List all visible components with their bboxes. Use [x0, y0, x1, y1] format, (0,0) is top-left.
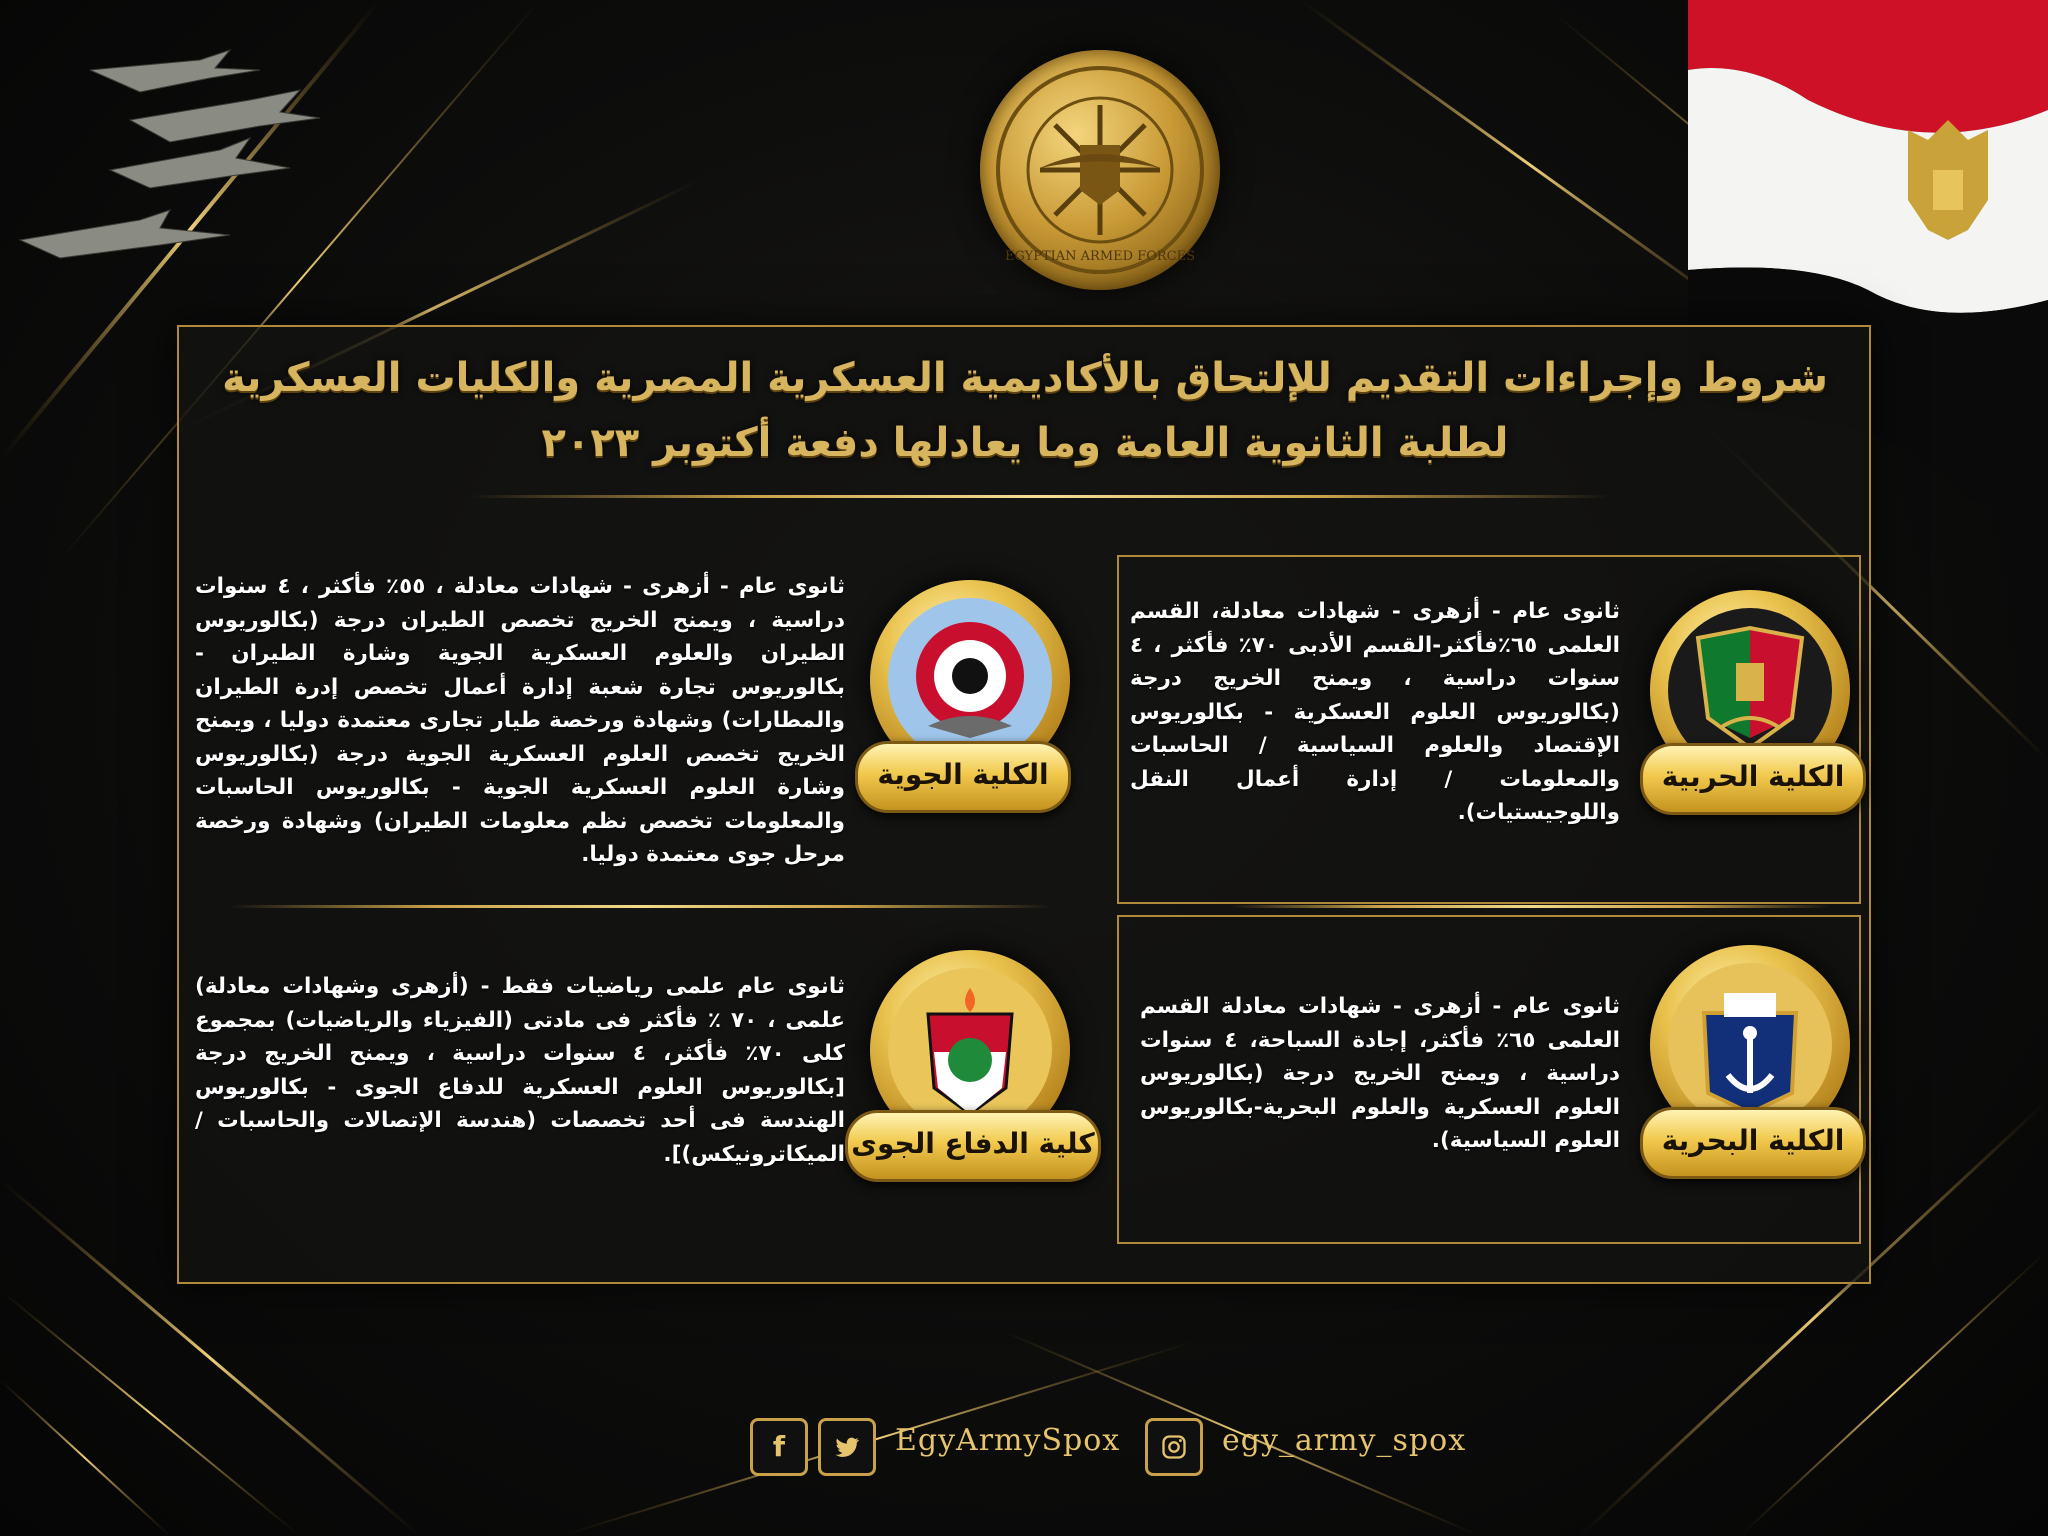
fighter-jets-image [0, 30, 330, 270]
armed-forces-emblem [980, 50, 1220, 290]
air-defense-college-shield-icon [888, 968, 1052, 1132]
twitter-bird-shape [833, 1433, 861, 1461]
armed-forces-emblem-icon [980, 50, 1220, 290]
facebook-icon[interactable]: f [750, 1418, 808, 1476]
naval-college-anchor-shield-icon [1668, 963, 1832, 1127]
emblem-text: EGYPTIAN ARMED FORCES [1004, 249, 1196, 264]
air-force-roundel-icon [888, 598, 1052, 762]
air-college-requirements: ثانوى عام - أزهرى - شهادات معادلة ، ٥٥٪ فأكثر ، ٤ سنوات دراسية ، ويمنح الخريج تخصص الطيران درجة (بكالوريوس الطيران والعلوم العسكرية الجوية وشارة الطيران - بكالوريوس تجارة شعبة إدارة أعمال تخصص إدرة الطيران والمطارات) وشهادة ورخصة طيار تجارى معتمدة دوليا ، ويمنح الخريج تخصص العلوم العسكرية الجوية درجة (بكالوريوس وشارة العلوم العسكرية الجوية - بكالوريوس الحاسبات والمعلومات تخصص نظم معلومات الطيران) وشهادة ورخصة مرحل جوى معتمدة دوليا. [195, 574, 846, 867]
page-title-line-2: لطلبة الثانوية العامة وما يعادلها دفعة أكتوبر ٢٠٢٣ [541, 420, 1509, 466]
twitter-icon[interactable] [818, 1418, 876, 1476]
naval-college-label: الكلية البحرية [1640, 1107, 1866, 1179]
military-college-label: الكلية الحربية [1640, 743, 1866, 815]
left-column-divider [230, 905, 1050, 908]
air-defense-college-requirements: ثانوى عام علمى رياضيات فقط - (أزهرى وشهادات معادلة) علمى ، ٧٠ ٪ فأكثر فى مادتى (الفيزياء والرياضيات) بمجموع كلى ٧٠٪ فأكثر، ٤ سنوات دراسية ، ويمنح الخريج درجة [بكالوريوس العلوم العسكرية للدفاع الجوى - بكالوريوس الهندسة فى أحد تخصصات (هندسة الإتصالات والحاسبات / الميكاترونيكس)]. [195, 974, 845, 1167]
instagram-handle[interactable]: egy_army_spox [1222, 1423, 1467, 1458]
air-college-label: الكلية الجوية [855, 741, 1071, 813]
page-title-line-1: شروط وإجراءات التقديم للإلتحاق بالأكاديمية العسكرية المصرية والكليات العسكرية [222, 355, 1828, 401]
title-divider [470, 495, 1610, 498]
military-college-requirements: ثانوى عام - أزهرى - شهادات معادلة، القسم العلمى ٦٥٪فأكثر-القسم الأدبى ٧٠٪ فأكثر ، ٤ سنوات دراسية ، ويمنح الخريج درجة (بكالوريوس العلوم العسكرية - بكالوريوس الإقتصاد والعلوم السياسية / الحاسبات والمعلومات / إدارة أعمال النقل واللوجيستيات). [1130, 599, 1620, 825]
right-column-divider [1230, 905, 1830, 908]
instagram-camera-shape [1160, 1433, 1188, 1461]
air-defense-college-label: كلية الدفاع الجوى [845, 1110, 1101, 1182]
twitter-handle[interactable]: EgyArmySpox [895, 1423, 1121, 1458]
instagram-icon[interactable] [1145, 1418, 1203, 1476]
naval-college-requirements: ثانوى عام - أزهرى - شهادات معادلة القسم العلمى ٦٥٪ فأكثر، إجادة السباحة، ٤ سنوات دراسية ، ويمنح الخريج درجة (بكالوريوس العلوم العسكرية والعلوم البحرية-بكالوريوس العلوم السياسية). [1140, 994, 1620, 1153]
